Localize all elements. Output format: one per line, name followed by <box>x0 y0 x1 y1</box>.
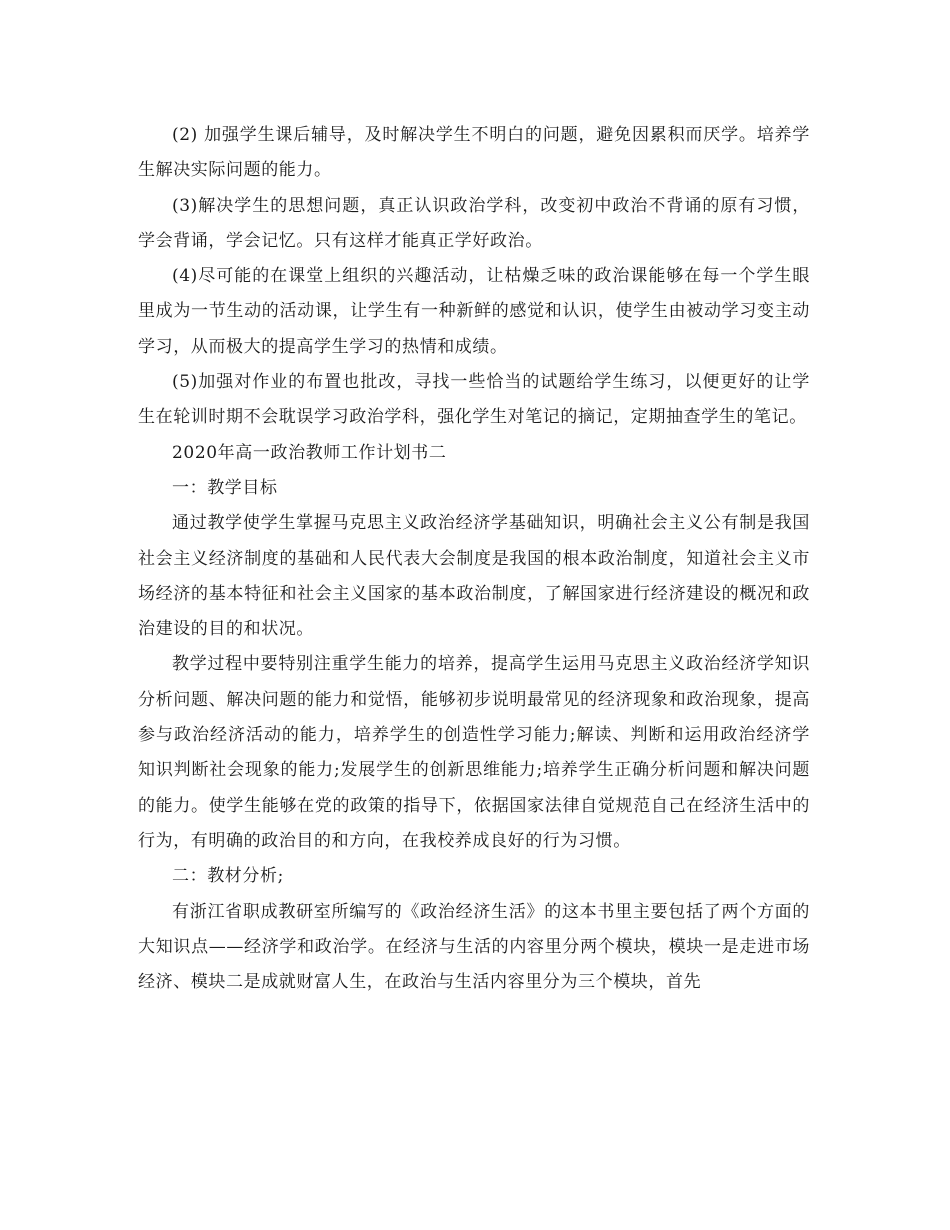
paragraph-textbook-1: 有浙江省职成教研室所编写的《政治经济生活》的这本书里主要包括了两个方面的大知识点——经济学和政治学。在经济与生活的内容里分两个模块，模块一是走进市场经济、模块二是成就财富人生，在政治与生活内容里分为三个模块，首先 <box>138 901 810 993</box>
paragraph-goals-2: 教学过程中要特别注重学生能力的培养，提高学生运用马克思主义政治经济学知识分析问题、解决问题的能力和觉悟，能够初步说明最常见的经济现象和政治现象，提高参与政治经济活动的能力，培养学生的创造性学习能力;解读、判断和运用政治经济学知识判断社会现象的能力;发展学生的创新思维能力;培养学生正确分析问题和解决问题的能力。使学生能够在党的政策的指导下，依据国家法律自觉规范自己在经济生活中的行为，有明确的政治目的和方向，在我校养成良好的行为习惯。 <box>138 654 810 851</box>
section-title: 2020年高一政治教师工作计划书二 <box>172 442 447 463</box>
paragraph-measure-4: (4)尽可能的在课堂上组织的兴趣活动，让枯燥乏味的政治课能够在每一个学生眼里成为一节生动的活动课，让学生有一种新鲜的感觉和认识，使学生由被动学习变主动学习，从而极大的提高学生学习的热情和成绩。 <box>138 266 810 357</box>
document-page <box>138 118 810 1000</box>
heading-textbook-analysis: 二：教材分析; <box>172 866 284 887</box>
paragraph-measure-3: (3)解决学生的思想问题，真正认识政治学科，改变初中政治不背诵的原有习惯，学会背诵，学会记忆。只有这样才能真正学好政治。 <box>138 195 810 251</box>
paragraph-measure-2: (2) 加强学生课后辅导，及时解决学生不明白的问题，避免因累积而厌学。培养学生解决实际问题的能力。 <box>138 125 810 181</box>
paragraph-goals-1: 通过教学使学生掌握马克思主义政治经济学基础知识，明确社会主义公有制是我国社会主义经济制度的基础和人民代表大会制度是我国的根本政治制度，知道社会主义市场经济的基本特征和社会主义国家的基本政治制度，了解国家进行经济建设的概况和政治建设的目的和状况。 <box>138 513 810 640</box>
heading-teaching-goals: 一：教学目标 <box>172 477 278 498</box>
paragraph-measure-5: (5)加强对作业的布置也批改，寻找一些恰当的试题给学生练习，以便更好的让学生在轮训时期不会耽误学习政治学科，强化学生对笔记的摘记，定期抽查学生的笔记。 <box>138 372 810 428</box>
